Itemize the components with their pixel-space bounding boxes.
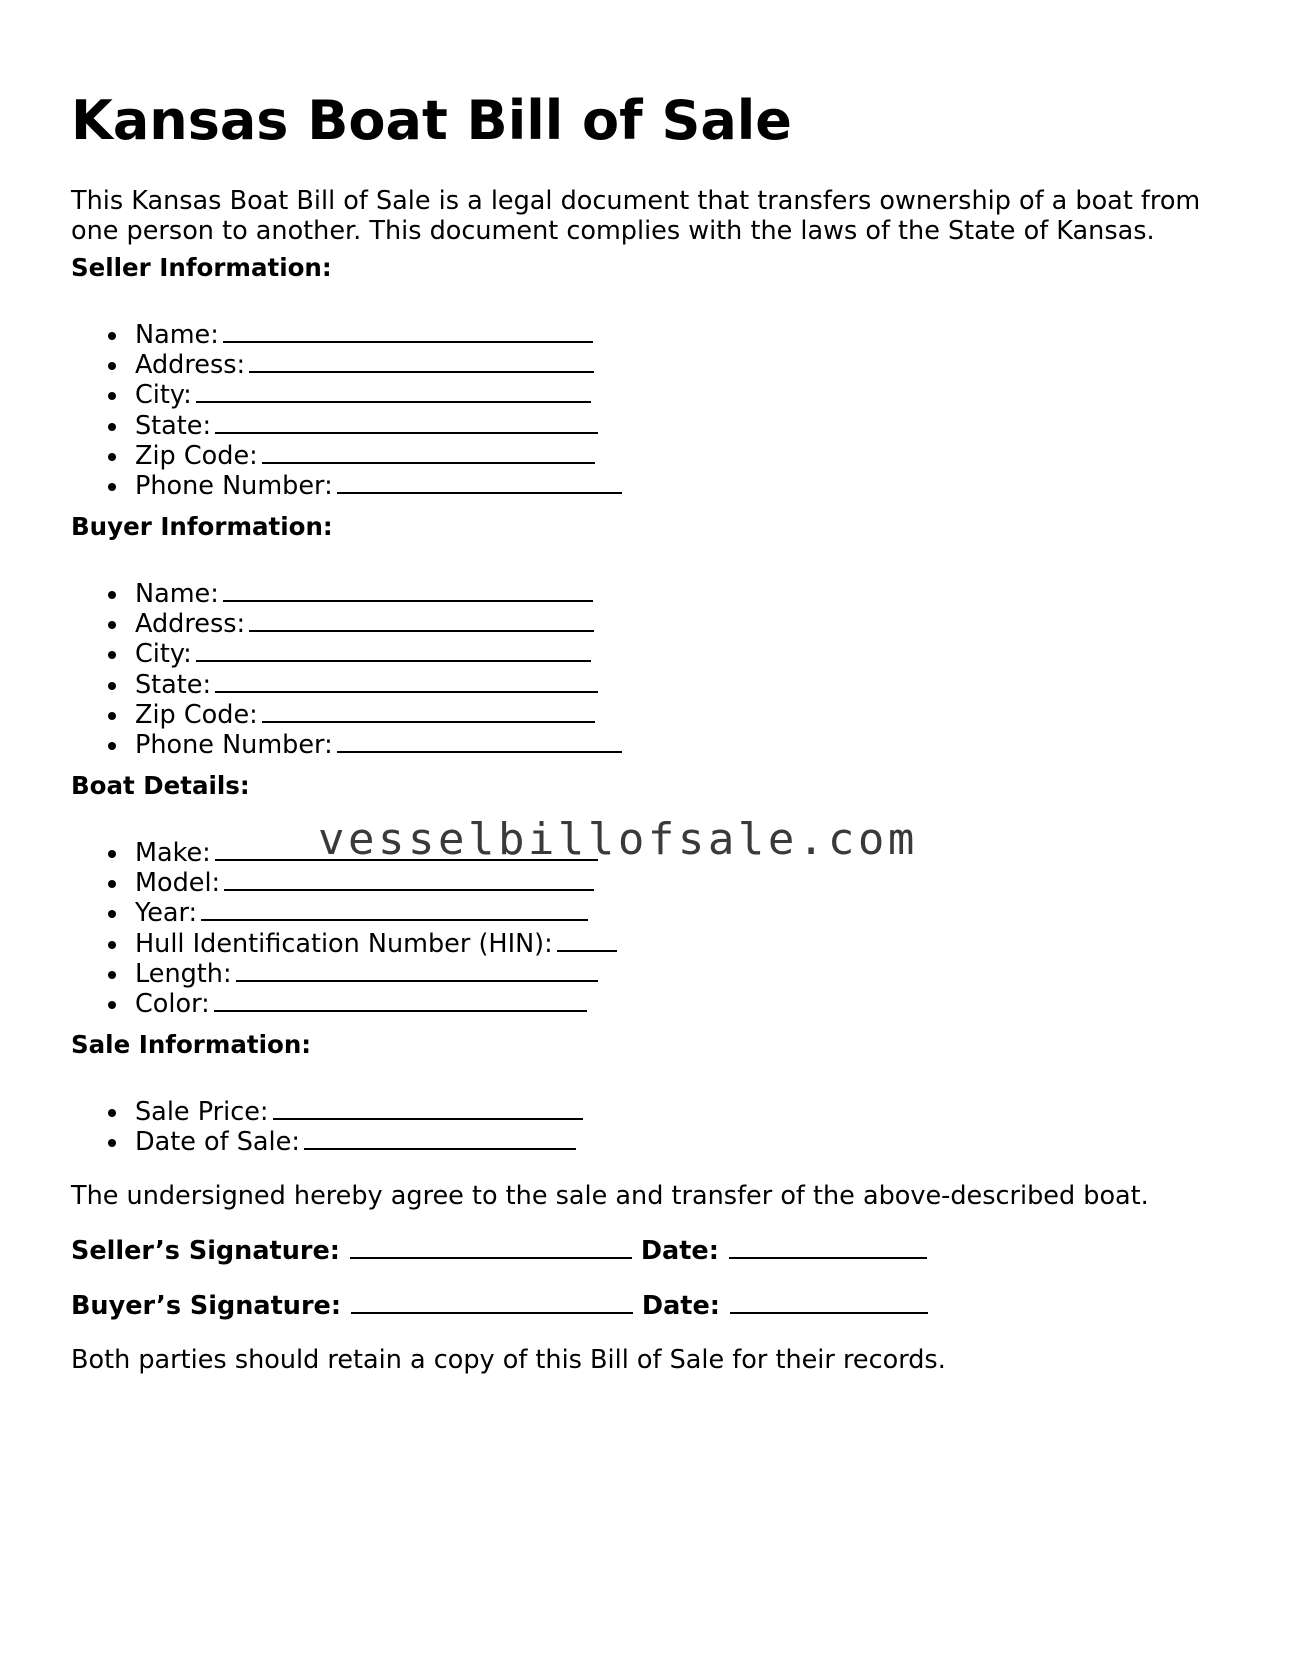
boat-color-blank[interactable] (214, 1009, 587, 1012)
buyer-city-blank[interactable] (196, 659, 591, 662)
buyer-state-field (102, 670, 622, 700)
closing-text: Both parties should retain a copy of this Bill of Sale for their records. (71, 1345, 946, 1375)
intro-paragraph: This Kansas Boat Bill of Sale is a legal document that transfers ownership of a boat from one person to another. This document complies with the laws of the State of Kansas. (71, 186, 1201, 246)
boat-length-blank[interactable] (236, 979, 598, 982)
seller-zip-field (102, 441, 622, 471)
sale-fields (102, 1097, 583, 1157)
sale-price-blank[interactable] (273, 1117, 583, 1120)
seller-name-field (102, 320, 622, 350)
field-label: Date of Sale: (135, 1127, 300, 1158)
buyer-name-blank[interactable] (223, 599, 593, 602)
field-label: Model: (135, 868, 221, 899)
field-label: City: (135, 380, 192, 411)
boat-hin-blank[interactable] (557, 949, 617, 952)
field-label: City: (135, 639, 192, 670)
seller-address-blank[interactable] (249, 370, 594, 373)
buyer-address-blank[interactable] (249, 629, 594, 632)
buyer-date-label: Date: (641, 1291, 720, 1321)
buyer-date-blank[interactable] (730, 1311, 928, 1314)
buyer-address-field (102, 609, 622, 639)
seller-heading: Seller Information: (71, 253, 332, 282)
field-label: Make: (135, 838, 211, 868)
buyer-zip-field (102, 700, 622, 730)
field-label: Phone Number: (135, 730, 333, 761)
buyer-signature-blank[interactable] (351, 1311, 633, 1314)
field-label: Address: (135, 609, 246, 640)
buyer-zip-blank[interactable] (262, 720, 595, 723)
seller-zip-blank[interactable] (262, 461, 595, 464)
seller-phone-blank[interactable] (337, 491, 622, 494)
field-label: State: (135, 410, 212, 441)
document-title: Kansas Boat Bill of Sale (71, 89, 792, 152)
seller-city-field (102, 380, 622, 410)
buyer-signature-line (71, 1291, 928, 1321)
buyer-signature-label: Buyer’s Signature: (71, 1291, 342, 1321)
buyer-phone-blank[interactable] (337, 750, 622, 753)
seller-phone-field (102, 471, 622, 501)
boat-fields (102, 838, 617, 1019)
boat-color-field (102, 989, 617, 1019)
buyer-fields (102, 579, 622, 760)
sale-price-field (102, 1097, 583, 1127)
seller-name-blank[interactable] (223, 340, 593, 343)
boat-year-blank[interactable] (201, 918, 588, 921)
seller-state-blank[interactable] (215, 431, 598, 434)
field-label: State: (135, 669, 212, 700)
buyer-name-field (102, 579, 622, 609)
seller-signature-label: Seller’s Signature: (71, 1236, 340, 1266)
field-label: Zip Code: (135, 699, 258, 730)
seller-signature-line (71, 1236, 927, 1266)
field-label: Sale Price: (135, 1097, 269, 1127)
sale-heading: Sale Information: (71, 1030, 312, 1059)
buyer-city-field (102, 639, 622, 669)
field-label: Length: (135, 958, 232, 989)
watermark-text: vesselbillofsale.com (318, 814, 918, 865)
seller-date-blank[interactable] (729, 1256, 927, 1259)
boat-model-field (102, 868, 617, 898)
boat-year-field (102, 898, 617, 928)
boat-model-blank[interactable] (224, 888, 594, 891)
sale-date-blank[interactable] (304, 1147, 576, 1150)
seller-city-blank[interactable] (196, 400, 591, 403)
seller-state-field (102, 411, 622, 441)
field-label: Hull Identification Number (HIN): (135, 928, 553, 959)
seller-address-field (102, 350, 622, 380)
field-label: Color: (135, 989, 210, 1020)
seller-fields (102, 320, 622, 501)
field-label: Name: (135, 579, 219, 609)
field-label: Name: (135, 320, 219, 350)
sale-date-field (102, 1127, 583, 1157)
buyer-phone-field (102, 730, 622, 760)
field-label: Year: (135, 898, 198, 929)
seller-signature-blank[interactable] (350, 1256, 632, 1259)
field-label: Zip Code: (135, 440, 258, 471)
boat-heading: Boat Details: (71, 771, 250, 800)
buyer-heading: Buyer Information: (71, 512, 333, 541)
boat-hin-field (102, 929, 617, 959)
agreement-text: The undersigned hereby agree to the sale and transfer of the above-described boat. (71, 1181, 1149, 1211)
field-label: Address: (135, 350, 246, 381)
field-label: Phone Number: (135, 471, 333, 502)
buyer-state-blank[interactable] (215, 690, 598, 693)
seller-date-label: Date: (640, 1236, 719, 1266)
boat-length-field (102, 959, 617, 989)
